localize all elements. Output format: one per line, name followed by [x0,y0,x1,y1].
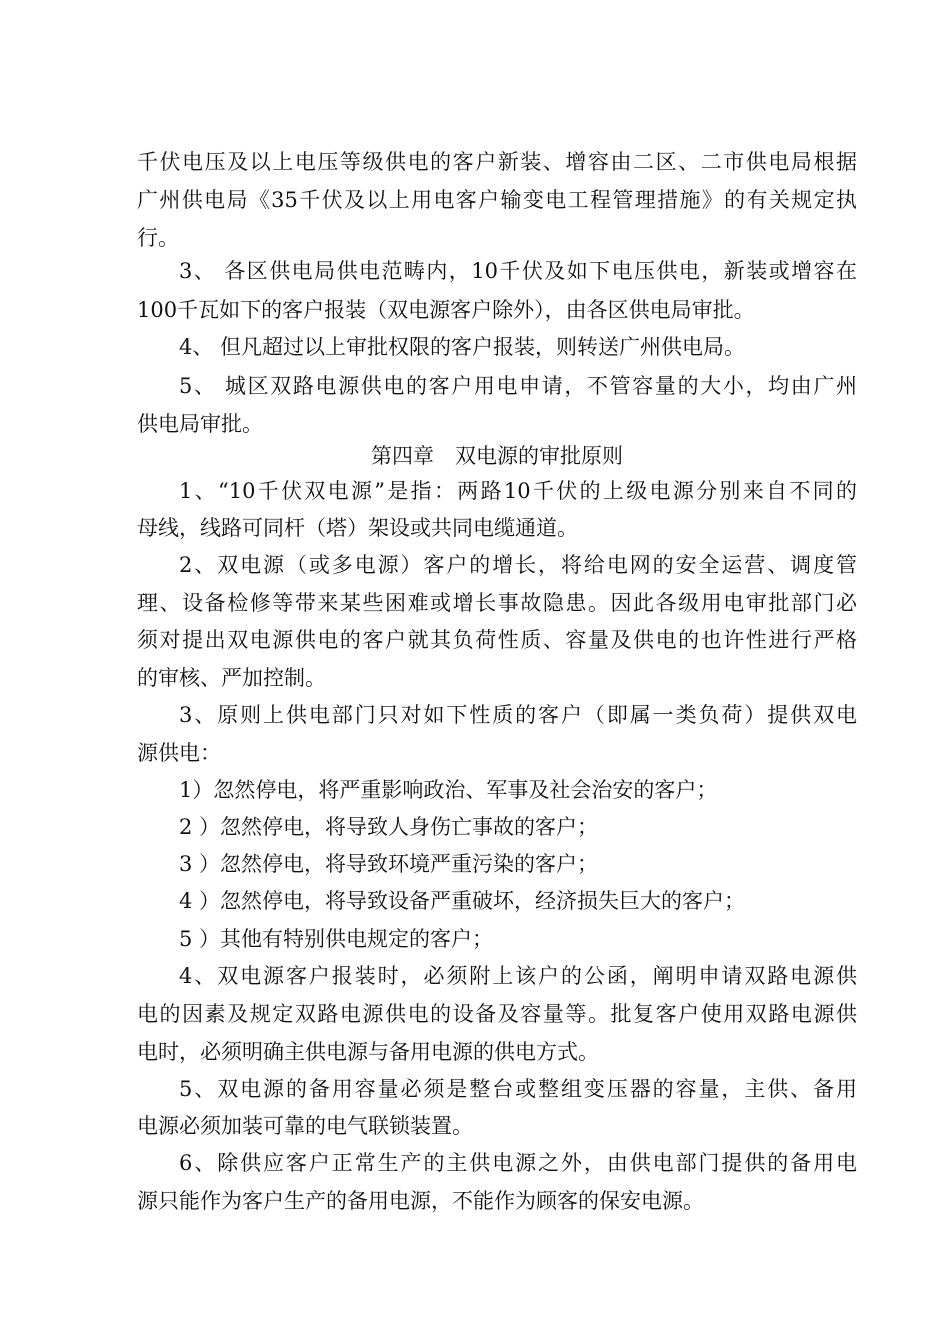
text-line: 源只能作为客户生产的备用电源，不能作为顾客的保安电源。 [137,1189,704,1213]
text-line: 3、原则上供电部门只对如下性质的客户（即属一类负荷）提供双电 [179,703,857,727]
text-line: 千伏电压及以上电压等级供电的客户新装、增容由二区、二市供电局根据 [137,150,857,174]
text-line: 5、 城区双路电源供电的客户用电申请，不管容量的大小，均由广州 [179,374,857,398]
text-line: 须对提出双电源供电的客户就其负荷性质、容量及供电的也许性进行严格 [137,628,857,652]
text-line: 1、“10千伏双电源”是指：两路10千伏的上级电源分别来自不同的 [179,479,857,503]
text-line: 的审核、严加控制。 [137,666,326,690]
text-line: 5 ）其他有特别供电规定的客户； [179,927,494,951]
text-line: 100千瓦如下的客户报装（双电源客户除外），由各区供电局审批。 [137,298,755,322]
text-line: 5、双电源的备用容量必须是整台或整组变压器的容量，主供、备用 [179,1077,857,1101]
text-line: 1）忽然停电，将严重影响政治、军事及社会治安的客户； [179,778,718,802]
text-line: 4 ）忽然停电，将导致设备严重破坏，经济损失巨大的客户； [179,889,746,913]
text-line: 行。 [137,226,179,250]
text-line: 母线，线路可同杆（塔）架设或共同电缆通道。 [137,516,578,540]
text-line: 广州供电局《35千伏及以上用电客户输变电工程管理措施》的有关规定执 [137,188,857,212]
text-line: 2、双电源（或多电源）客户的增长，将给电网的安全运营、调度管 [179,553,857,577]
text-line: 电源必须加装可靠的电气联锁装置。 [137,1114,473,1138]
text-line: 电时，必须明确主供电源与备用电源的供电方式。 [137,1040,599,1064]
text-line: 源供电： [137,741,221,765]
text-line: 3、 各区供电局供电范畴内，10千伏及如下电压供电，新装或增容在 [179,259,857,283]
text-line: 3 ）忽然停电，将导致环境严重污染的客户； [179,852,599,876]
text-line: 供电局审批。 [137,412,263,436]
text-line: 2 ）忽然停电，将导致人身伤亡事故的客户； [179,815,599,839]
text-line: 电的因素及规定双路电源供电的设备及容量等。批复客户使用双路电源供 [137,1002,857,1026]
text-line: 理、设备检修等带来某些困难或增长事故隐患。因此各级用电审批部门必 [137,591,857,615]
text-line: 4、 但凡超过以上审批权限的客户报装，则转送广州供电局。 [179,335,746,359]
chapter-heading: 第四章 双电源的审批原则 [371,444,623,468]
text-line: 4、双电源客户报装时，必须附上该户的公函，阐明申请双路电源供 [179,964,857,988]
text-line: 6、除供应客户正常生产的主供电源之外，由供电部门提供的备用电 [179,1151,857,1175]
